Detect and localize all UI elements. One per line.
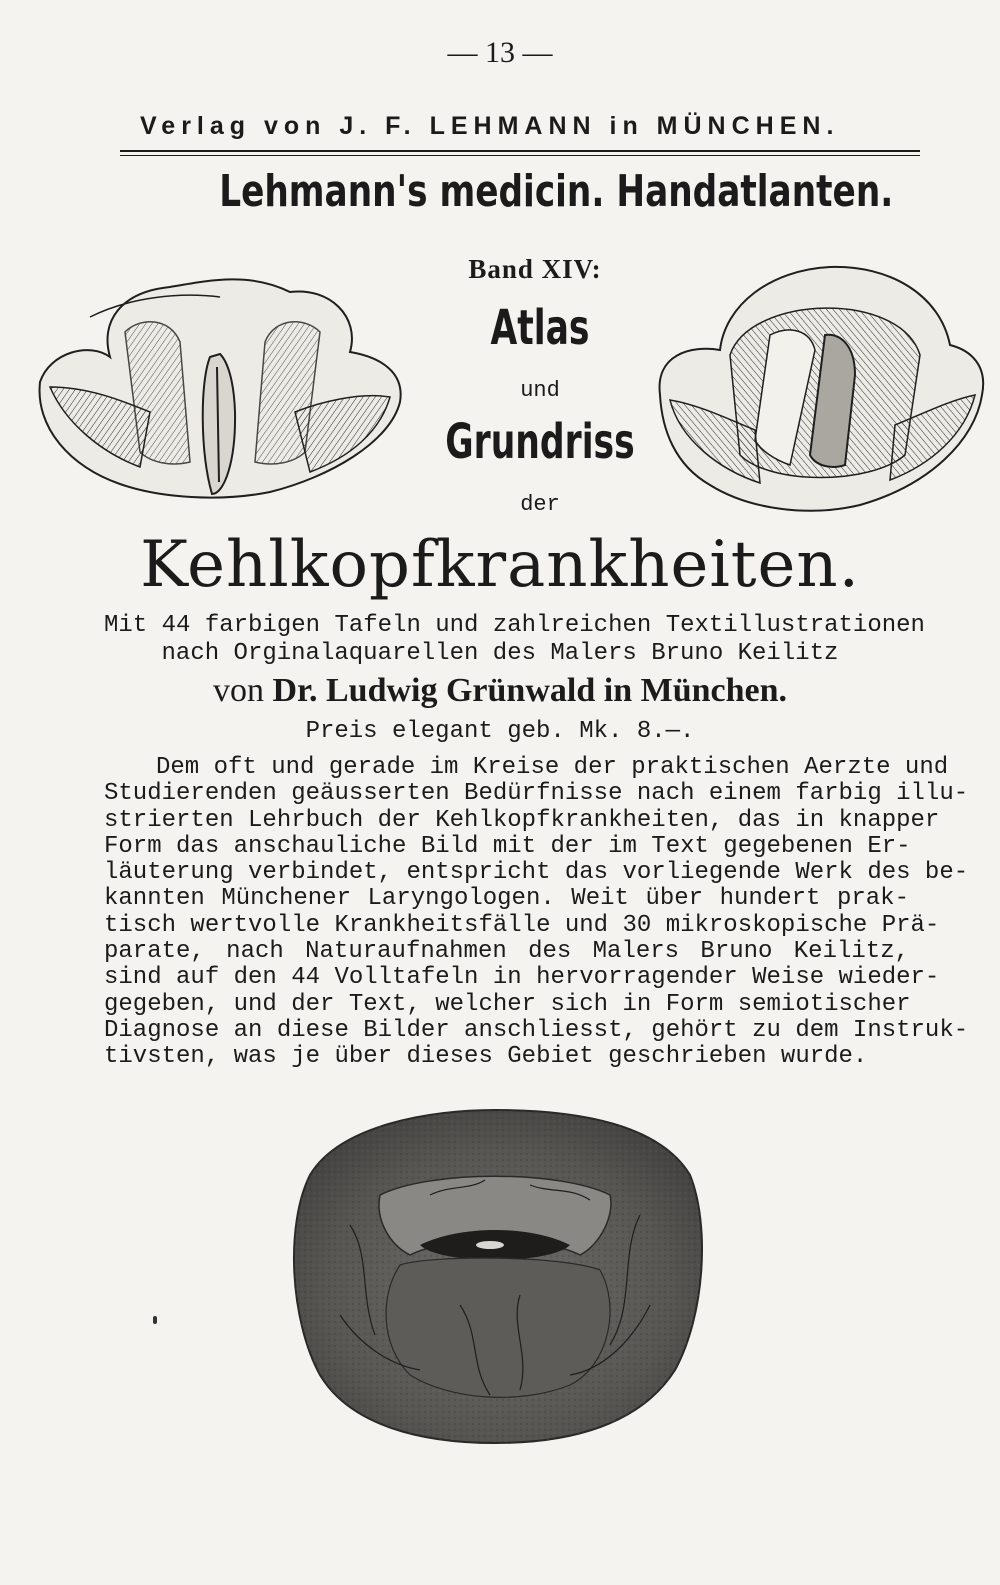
body-line: tisch wertvolle Krankheitsfälle und 30 mikroskopische Prä- — [104, 911, 940, 939]
publisher-line: Verlag von J. F. LEHMANN in MÜNCHEN. — [140, 112, 840, 140]
body-line: tivsten, was je über dieses Gebiet geschrieben wurde. — [104, 1043, 868, 1071]
body-line: strierten Lehrbuch der Kehlkopfkrankheiten, das in knapper — [104, 806, 940, 834]
body-line: Form das anschauliche Bild mit der im Text gegebenen Er- — [104, 832, 911, 860]
subtitle-line-2: nach Orginalaquarellen des Malers Bruno Keilitz — [161, 640, 839, 667]
heading-der: der — [520, 492, 560, 517]
author-name: Dr. Ludwig Grünwald in München. — [272, 672, 788, 709]
page-number: — 13 — — [447, 36, 553, 69]
series-title: Lehmann's medicin. Handatlanten. — [219, 166, 894, 217]
body-line: Diagnose an diese Bilder anschliesst, gehört zu dem Instruk- — [104, 1016, 969, 1044]
heading-atlas: Atlas — [490, 300, 590, 356]
book-title: Kehlkopfkrankheiten. — [140, 528, 860, 602]
speck-mark — [153, 1316, 157, 1324]
body-line: Dem oft und gerade im Kreise der praktischen Aerzte und — [156, 754, 949, 781]
body-line: gegeben, und der Text, welcher sich in Form semiotischer — [104, 990, 911, 1018]
volume-label: Band XIV: — [468, 254, 602, 284]
heading-grundriss: Grundriss — [445, 414, 635, 470]
body-line: Studierenden geäusserten Bedürfnisse nach einem farbig illu- — [104, 780, 969, 808]
body-line: läuterung verbindet, entspricht das vorliegende Werk des be- — [104, 859, 969, 887]
price-line: Preis elegant geb. Mk. 8.—. — [305, 718, 695, 745]
body-line: parate, nach Naturaufnahmen des Malers Bruno Keilitz, — [104, 938, 909, 966]
divider-rule-thin — [120, 155, 920, 156]
larynx-illustration-bottom — [280, 1105, 710, 1445]
divider-rule — [120, 150, 920, 152]
larynx-illustration-right — [650, 255, 990, 520]
author-prefix: von — [212, 672, 264, 709]
body-paragraph — [104, 754, 969, 1071]
larynx-illustration-left — [30, 262, 410, 502]
heading-und: und — [520, 378, 560, 403]
author-line — [0, 672, 1000, 710]
body-line: sind auf den 44 Volltafeln in hervorragender Weise wieder- — [104, 964, 940, 992]
body-line: kannten Münchener Laryngologen. Weit über hundert prak- — [104, 885, 909, 913]
subtitle-line-1: Mit 44 farbigen Tafeln und zahlreichen Textillustrationen — [104, 612, 925, 639]
